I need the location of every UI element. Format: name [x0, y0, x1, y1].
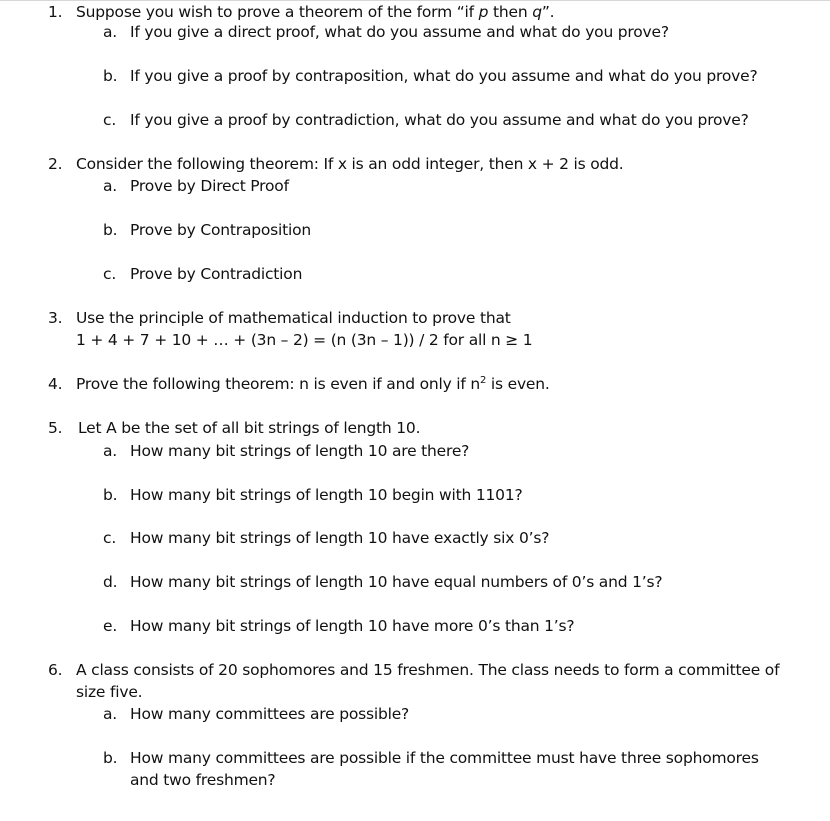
- question-5a-text: How many bit strings of length 10 are there?: [130, 442, 470, 460]
- question-3-text: Use the principle of mathematical induction to prove that: [76, 309, 511, 327]
- page-top-border: [0, 0, 830, 1]
- question-3-number: 3.: [48, 309, 63, 327]
- question-2a-text: Prove by Direct Proof: [130, 177, 289, 195]
- question-6-text-line1: A class consists of 20 sophomores and 15 freshmen. The class needs to form a committee of: [76, 661, 780, 679]
- question-1-number: 1.: [48, 3, 63, 21]
- question-1c-text: If you give a proof by contradiction, what do you assume and what do you prove?: [130, 111, 749, 129]
- exponent: 2: [480, 374, 487, 386]
- question-5d-text: How many bit strings of length 10 have equal numbers of 0’s and 1’s?: [130, 573, 663, 591]
- question-5d-label: d.: [103, 573, 118, 591]
- question-6b-text-line2: and two freshmen?: [130, 771, 276, 789]
- question-2c-label: c.: [103, 265, 117, 283]
- question-5b-text: How many bit strings of length 10 begin with 1101?: [130, 486, 523, 504]
- question-6b-text-line1: How many committees are possible if the committee must have three sophomores: [130, 749, 759, 767]
- question-1-text: Suppose you wish to prove a theorem of the form “if p then q”.: [76, 3, 555, 21]
- question-1c-label: c.: [103, 111, 117, 129]
- question-5e-label: e.: [103, 617, 118, 635]
- question-6b-label: b.: [103, 749, 118, 767]
- question-1a-text: If you give a direct proof, what do you assume and what do you prove?: [130, 23, 669, 41]
- question-5-text: Let A be the set of all bit strings of length 10.: [78, 419, 421, 437]
- question-2c-text: Prove by Contradiction: [130, 265, 303, 283]
- question-1b-label: b.: [103, 67, 118, 85]
- question-5-number: 5.: [48, 419, 63, 437]
- variable-q: q: [532, 3, 542, 21]
- question-5a-label: a.: [103, 442, 118, 460]
- question-5c-text: How many bit strings of length 10 have exactly six 0’s?: [130, 529, 550, 547]
- question-5c-label: c.: [103, 529, 117, 547]
- question-2b-text: Prove by Contraposition: [130, 221, 312, 239]
- question-2-text: Consider the following theorem: If x is an odd integer, then x + 2 is odd.: [76, 155, 624, 173]
- question-5b-label: b.: [103, 486, 118, 504]
- variable-p: p: [478, 3, 489, 21]
- question-5e-text: How many bit strings of length 10 have more 0’s than 1’s?: [130, 617, 575, 635]
- question-2a-label: a.: [103, 177, 118, 195]
- question-2b-label: b.: [103, 221, 118, 239]
- question-6-text-line2: size five.: [76, 683, 143, 701]
- question-1a-label: a.: [103, 23, 118, 41]
- question-6-number: 6.: [48, 661, 63, 679]
- question-1b-text: If you give a proof by contraposition, what do you assume and what do you prove?: [130, 67, 758, 85]
- question-2-number: 2.: [48, 155, 63, 173]
- question-4-text: Prove the following theorem: n is even if and only if $n^2$ is even.: [76, 374, 550, 393]
- question-3-formula: 1 + 4 + 7 + 10 + … + (3n – 2) = (n (3n – 1)) / 2 for all n ≥ 1: [76, 331, 533, 349]
- question-4-number: 4.: [48, 375, 63, 393]
- question-6a-text: How many committees are possible?: [130, 705, 410, 723]
- question-6a-label: a.: [103, 705, 118, 723]
